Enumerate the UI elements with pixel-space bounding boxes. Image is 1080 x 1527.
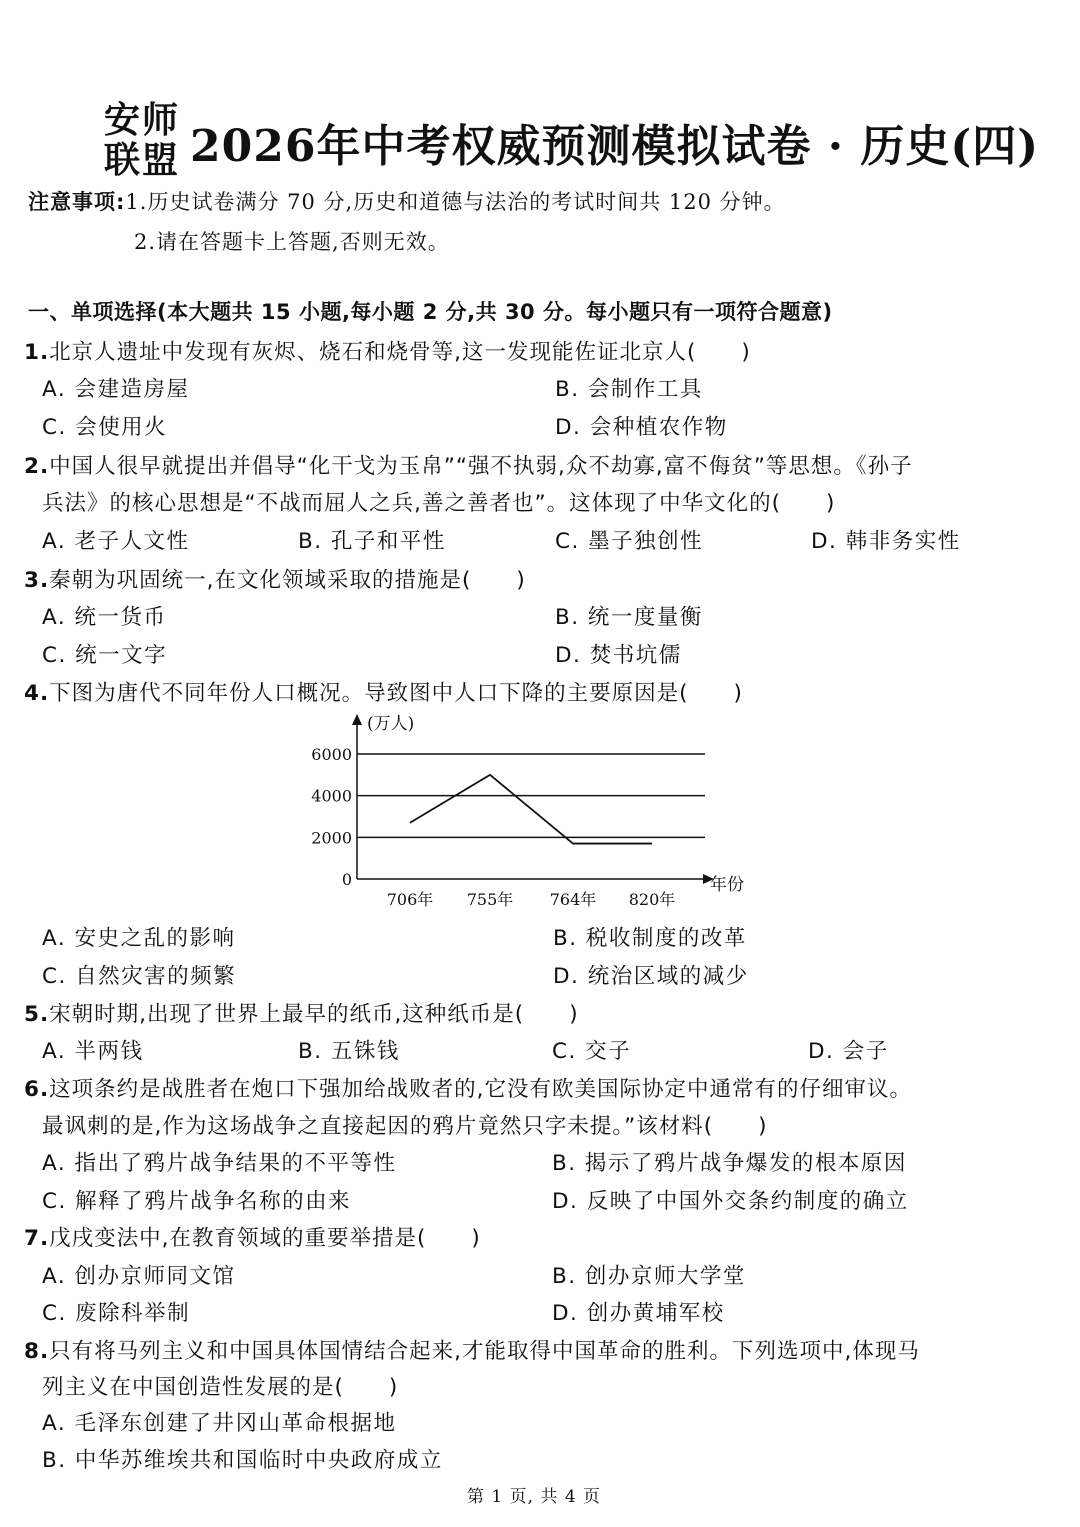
option-d: D. 韩非务实性 [811,529,961,554]
question-1 [24,335,751,366]
question-6-line-2: 最讽刺的是,作为这场战争之直接起因的鸦片竟然只字未提。”该材料( ) [42,1114,768,1139]
option-b: B. 孔子和平性 [298,529,446,554]
question-number: 4. [24,681,50,706]
y-tick-label: 0 [341,870,352,889]
option-c: C. 交子 [552,1039,632,1064]
option-c: C. 自然灾害的频繁 [42,964,237,989]
option-b: B. 五铢钱 [298,1039,400,1064]
option-a: A. 会建造房屋 [42,377,190,402]
x-tick-label: 820年 [628,890,676,909]
option-d: D. 反映了中国外交条约制度的确立 [552,1189,909,1214]
option-a: A. 创办京师同文馆 [42,1264,236,1289]
option-c: C. 会使用火 [42,415,168,440]
option-a: A. 老子人文性 [42,529,190,554]
question-text: 北京人遗址中发现有灰烬、烧石和烧骨等,这一发现能佐证北京人( ) [49,340,751,365]
question-text: 秦朝为巩固统一,在文化领域采取的措施是( ) [49,568,526,593]
x-tick-label: 706年 [386,890,434,909]
notes-item-2: 2.请在答题卡上答题,否则无效。 [134,230,450,254]
option-a: A. 指出了鸦片战争结果的不平等性 [42,1151,397,1176]
option-c: C. 统一文字 [42,643,168,668]
question-2 [24,449,913,480]
option-b: B. 统一度量衡 [555,605,703,630]
y-tick-label: 2000 [311,828,352,848]
y-tick-label: 4000 [311,786,352,806]
question-text: 中国人很早就提出并倡导“化干戈为玉帛”“强不执弱,众不劫寡,富不侮贫”等思想。《孙子 [49,454,913,479]
notes-label: 注意事项: [28,190,126,214]
question-text: 戊戌变法中,在教育领域的重要举措是( ) [49,1226,481,1251]
option-a: A. 毛泽东创建了井冈山革命根据地 [42,1411,397,1436]
notes-text-1: 1.历史试卷满分 70 分,历史和道德与法治的考试时间共 120 分钟。 [125,190,786,214]
option-b: B. 会制作工具 [555,377,703,402]
option-a: A. 半两钱 [42,1039,144,1064]
x-tick-label: 755年 [466,890,514,909]
question-number: 5. [24,1002,50,1027]
question-text: 宋朝时期,出现了世界上最早的纸币,这种纸币是( ) [49,1002,579,1027]
question-3 [24,563,526,594]
question-number: 1. [24,340,50,365]
page-footer: 第 1 页, 共 4 页 [467,1487,602,1507]
option-a: A. 统一货币 [42,605,167,630]
question-text: 只有将马列主义和中国具体国情结合起来,才能取得中国革命的胜利。下列选项中,体现马 [49,1339,920,1364]
population-line-chart [0,705,1080,925]
option-b: B. 创办京师大学堂 [552,1264,746,1289]
page-title: 2026年中考权威预测模拟试卷 · 历史(四) [190,121,1040,172]
option-d: D. 创办黄埔军校 [552,1301,725,1326]
section-heading: 一、单项选择(本大题共 15 小题,每小题 2 分,共 30 分。每小题只有一项符合题意) [28,300,833,324]
y-axis-arrow [352,714,362,725]
option-d: D. 焚书坑儒 [555,643,682,668]
option-a: A. 安史之乱的影响 [42,926,236,951]
question-text: 下图为唐代不同年份人口概况。导致图中人口下降的主要原因是( ) [49,681,743,706]
question-8-line-2: 列主义在中国创造性发展的是( ) [42,1375,399,1400]
question-5 [24,997,579,1028]
question-number: 7. [24,1226,50,1251]
option-b: B. 揭示了鸦片战争爆发的根本原因 [552,1151,907,1176]
option-c: C. 墨子独创性 [555,529,704,554]
option-d: D. 会种植农作物 [555,415,728,440]
logo-line-1: 安师 [104,99,181,141]
option-b: B. 中华苏维埃共和国临时中央政府成立 [42,1448,443,1473]
logo-line-2: 联盟 [104,139,181,181]
question-8 [24,1334,920,1365]
option-c: C. 解释了鸦片战争名称的由来 [42,1189,352,1214]
x-tick-label: 764年 [549,890,597,909]
question-number: 6. [24,1077,50,1102]
y-axis-label: (万人) [367,714,415,734]
question-6 [24,1072,912,1103]
option-d: D. 会子 [808,1039,889,1064]
option-c: C. 废除科举制 [42,1301,191,1326]
question-4 [24,676,743,707]
question-number: 3. [24,568,50,593]
population-series-line [410,775,652,844]
y-tick-label: 6000 [311,745,352,764]
x-axis-label: 年份 [710,875,744,895]
question-2-line-2: 兵法》的核心思想是“不战而屈人之兵,善之善者也”。这体现了中华文化的( ) [42,491,836,516]
option-b: B. 税收制度的改革 [553,926,747,951]
notes-item-1 [28,186,786,216]
question-number: 8. [24,1339,50,1364]
question-number: 2. [24,454,50,479]
question-text: 这项条约是战胜者在炮口下强加给战败者的,它没有欧美国际协定中通常有的仔细审议。 [49,1077,912,1102]
option-d: D. 统治区域的减少 [553,964,749,989]
question-7 [24,1221,481,1252]
